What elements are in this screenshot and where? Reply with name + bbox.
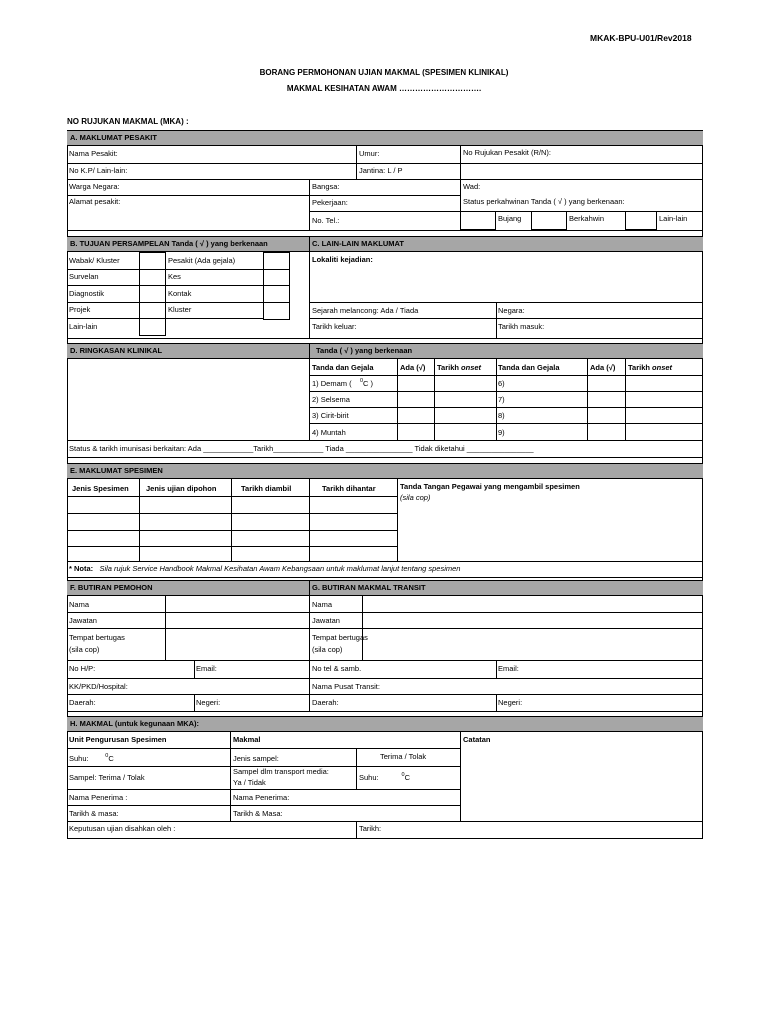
- lab-reference-label: NO RUJUKAN MAKMAL (MKA) :: [67, 117, 189, 126]
- date-sent-header: Tarikh dihantar: [322, 484, 376, 493]
- age-label: Umur:: [359, 149, 380, 158]
- married-checkbox[interactable]: [531, 211, 567, 230]
- symptom-item: 6): [498, 379, 505, 388]
- symptom-item: 2) Selsema: [312, 395, 350, 404]
- ward-label: Wad:: [463, 182, 481, 191]
- verified-date-label: Tarikh:: [359, 824, 382, 833]
- transit-state-label: Negeri:: [498, 698, 523, 707]
- patient-ref-label: No Rujukan Pesakit (R/N):: [463, 148, 551, 157]
- symptom-col-header: Tanda dan Gejala: [498, 363, 560, 372]
- test-requested-header: Jenis ujian dipohon: [146, 484, 217, 493]
- transit-position-label: Jawatan: [312, 616, 340, 625]
- immunisation-status: Status & tarikh imunisasi berkaitan: Ada ____________Tarikh____________ Tiada ________________ Tidak diketahui ________________: [69, 444, 534, 453]
- purpose-subitem: Kontak: [168, 289, 192, 298]
- symptoms-instruction: Tanda ( √ ) yang berkenaan: [316, 346, 413, 355]
- applicant-state-label: Negeri:: [196, 698, 221, 707]
- purpose-subitem: Pesakit (Ada gejala): [168, 256, 236, 265]
- transit-email-label: Email:: [498, 664, 519, 673]
- country-label: Negara:: [498, 306, 525, 315]
- symptom-item: 7): [498, 395, 505, 404]
- transit-workplace-label: Tempat bertugas: [312, 633, 368, 642]
- symptom-item: 8): [498, 411, 505, 420]
- other-marital-label: Lain-lain: [659, 214, 688, 223]
- date-collected-header: Tarikh diambil: [241, 484, 292, 493]
- section-a-header: A. MAKLUMAT PESAKIT: [67, 130, 703, 146]
- gender-label: Jantina: L / P: [359, 166, 403, 175]
- lab-datetime-label: Tarikh & Masa:: [233, 809, 283, 818]
- applicant-email-label: Email:: [196, 664, 217, 673]
- citizenship-label: Warga Negara:: [69, 182, 120, 191]
- transport-media-label: Sampel dlm transport media:: [233, 767, 329, 776]
- purpose-right-checkbox-column[interactable]: [263, 252, 290, 320]
- document-reference: MKAK-BPU-U01/Rev2018: [590, 33, 692, 43]
- section-h-header: H. MAKMAL (untuk kegunaan MKA):: [67, 716, 703, 732]
- phone-label: No. Tel.:: [312, 216, 340, 225]
- purpose-item: Wabak/ Kluster: [69, 256, 120, 265]
- purpose-left-checkbox-column[interactable]: [139, 252, 166, 336]
- exit-date-label: Tarikh keluar:: [312, 322, 357, 331]
- section-c-header: C. LAIN-LAIN MAKLUMAT: [312, 239, 404, 248]
- patient-name-label: Nama Pesakit:: [69, 149, 118, 158]
- applicant-phone-label: No H/P:: [69, 664, 96, 673]
- travel-history-label: Sejarah melancong: Ada / Tiada: [312, 306, 419, 315]
- form-subtitle: MAKMAL KESIHATAN AWAM ………………………….: [286, 84, 482, 93]
- applicant-name-label: Nama: [69, 600, 90, 609]
- transit-name-label: Nama: [312, 600, 333, 609]
- symptom-item: 9): [498, 428, 505, 437]
- accept-reject-label: Terima / Tolak: [380, 752, 427, 761]
- purpose-item: Projek: [69, 305, 91, 314]
- section-f-header: F. BUTIRAN PEMOHON: [70, 583, 153, 592]
- symptom-item: 4) Muntah: [312, 428, 346, 437]
- section-g-header: G. BUTIRAN MAKMAL TRANSIT: [312, 583, 426, 592]
- present-col-header: Ada (√): [400, 363, 426, 372]
- signature-label: Tanda Tangan Pegawai yang mengambil spesimen: [400, 482, 580, 491]
- purpose-subitem: Kluster: [168, 305, 192, 314]
- form-title: BORANG PERMOHONAN UJIAN MAKMAL (SPESIMEN KLINIKAL): [259, 68, 509, 77]
- purpose-item: Lain-lain: [69, 322, 98, 331]
- transit-district-label: Daerah:: [312, 698, 339, 707]
- onset-col-header: Tarikh onset: [628, 363, 673, 372]
- entry-date-label: Tarikh masuk:: [498, 322, 545, 331]
- transport-media-choice: Ya / Tidak: [233, 778, 266, 787]
- specimen-unit-header: Unit Pengurusan Spesimen: [69, 735, 167, 744]
- address-label: Alamat pesakit:: [69, 197, 121, 206]
- onset-col-header: Tarikh onset: [437, 363, 482, 372]
- locality-label: Lokaliti kejadian:: [312, 255, 373, 264]
- purpose-item: Survelan: [69, 272, 99, 281]
- remarks-header: Catatan: [463, 735, 491, 744]
- specimen-type-header: Jenis Spesimen: [72, 484, 129, 493]
- transit-centre-label: Nama Pusat Transit:: [312, 682, 380, 691]
- symptom-item: 3) Cirit-birit: [312, 411, 349, 420]
- verified-by-label: Keputusan ujian disahkan oleh :: [69, 824, 176, 833]
- other-marital-checkbox[interactable]: [625, 211, 657, 230]
- transit-phone-label: No tel & samb.: [312, 664, 362, 673]
- applicant-stamp-label: (sila cop): [69, 645, 100, 654]
- applicant-position-label: Jawatan: [69, 616, 97, 625]
- lab-receiver-name-label: Nama Penerima:: [233, 793, 290, 802]
- stamp-note: (sila cop): [400, 493, 431, 502]
- applicant-workplace-label: Tempat bertugas: [69, 633, 125, 642]
- purpose-item: Diagnostik: [69, 289, 105, 298]
- applicant-facility-label: KK/PKD/Hospital:: [69, 682, 128, 691]
- race-label: Bangsa:: [312, 182, 340, 191]
- transit-stamp-label: (sila cop): [312, 645, 343, 654]
- purpose-subitem: Kes: [168, 272, 181, 281]
- section-e-header: E. MAKLUMAT SPESIMEN: [67, 463, 703, 479]
- section-b-header: B. TUJUAN PERSAMPELAN Tanda ( √ ) yang berkenaan: [70, 239, 268, 248]
- occupation-label: Pekerjaan:: [312, 198, 348, 207]
- receipt-datetime-label: Tarikh & masa:: [69, 809, 119, 818]
- lab-header: Makmal: [233, 735, 261, 744]
- single-checkbox[interactable]: [460, 211, 496, 230]
- single-label: Bujang: [498, 214, 522, 223]
- note-line: * Nota: Sila rujuk Service Handbook Makmal Kesihatan Awam Kebangsaan untuk maklumat lanjut tentang spesimen: [69, 564, 461, 573]
- ic-label: No K.P/ Lain-lain:: [69, 166, 128, 175]
- present-col-header: Ada (√): [590, 363, 616, 372]
- receiver-name-label: Nama Penerima :: [69, 793, 128, 802]
- symptom-col-header: Tanda dan Gejala: [312, 363, 374, 372]
- married-label: Berkahwin: [569, 214, 605, 223]
- sample-type-label: Jenis sampel:: [233, 754, 279, 763]
- section-d-header: D. RINGKASAN KLINIKAL: [70, 346, 163, 355]
- transport-temperature-field: Suhu: $^0$C: [359, 772, 411, 782]
- marital-status-label: Status perkahwinan Tanda ( √ ) yang berkenaan:: [463, 197, 625, 206]
- symptom-fever: 1) Demam ( $^0$C ): [312, 378, 373, 388]
- sample-accept-label: Sampel: Terima / Tolak: [69, 773, 145, 782]
- temperature-field: Suhu: $^0$C: [69, 753, 114, 763]
- applicant-district-label: Daerah:: [69, 698, 96, 707]
